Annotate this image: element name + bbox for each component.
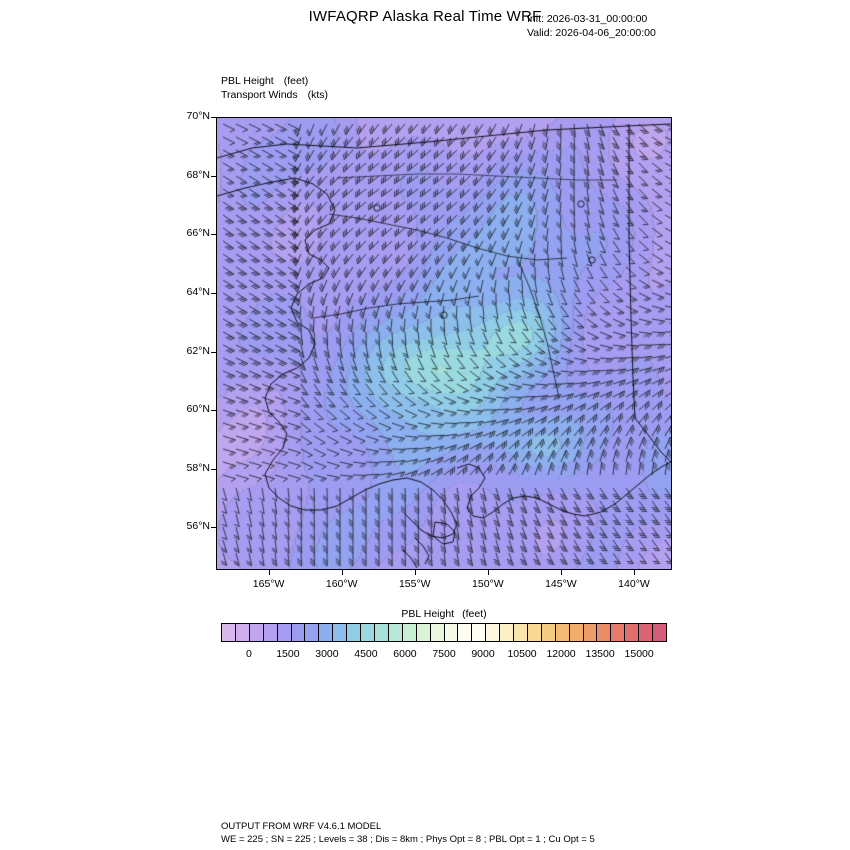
colorbar-swatch: [584, 624, 598, 641]
x-axis-tick-label: 150°W: [472, 578, 504, 590]
colorbar-swatch: [597, 624, 611, 641]
x-axis-tick-label: 160°W: [325, 578, 358, 590]
colorbar-swatch: [333, 624, 347, 641]
x-axis-tick-mark: [561, 570, 562, 575]
footer-line-1: OUTPUT FROM WRF V4.6.1 MODEL: [221, 821, 382, 832]
colorbar-swatch: [292, 624, 306, 641]
y-axis-tick-mark: [211, 117, 216, 118]
x-axis-tick-label: 165°W: [252, 578, 285, 590]
x-axis-tick-mark: [342, 570, 343, 575]
colorbar-swatch: [500, 624, 514, 641]
y-axis-tick-label: 66°N: [186, 227, 210, 240]
colorbar-swatch: [305, 624, 319, 641]
colorbar-tick-label: 10500: [507, 648, 537, 660]
y-axis-tick-mark: [211, 176, 216, 177]
colorbar-swatch: [611, 624, 625, 641]
colorbar-title: [216, 608, 672, 620]
valid-time-label: Valid: 2026-04-06_20:00:00: [527, 27, 656, 39]
colorbar-tick-labels: [221, 648, 667, 664]
colorbar-swatch: [556, 624, 570, 641]
colorbar-tick-label: 1500: [276, 648, 300, 660]
y-axis-tick-label: 68°N: [186, 168, 210, 181]
model-time-block: [527, 12, 656, 40]
footer-line-2: WE = 225 ; SN = 225 ; Levels = 38 ; Dis = 8km ; Phys Opt = 8 ; PBL Opt = 1 ; Cu Opt = 5: [221, 834, 595, 845]
colorbar-swatch: [542, 624, 556, 641]
colorbar-swatch: [528, 624, 542, 641]
pbl-height-map-canvas: [217, 118, 671, 569]
y-axis-tick-mark: [211, 469, 216, 470]
colorbar-title-unit: (feet): [462, 608, 487, 620]
colorbar-swatch: [264, 624, 278, 641]
colorbar-swatch: [389, 624, 403, 641]
footer-block: [221, 820, 595, 846]
colorbar-tick-label: 15000: [624, 648, 654, 660]
colorbar: [221, 623, 667, 642]
colorbar-swatch: [236, 624, 250, 641]
x-axis-tick-label: 145°W: [545, 578, 577, 590]
colorbar-swatch: [431, 624, 445, 641]
colorbar-swatch: [319, 624, 333, 641]
colorbar-swatch: [347, 624, 361, 641]
y-axis-tick-mark: [211, 410, 216, 411]
transport-winds-label-row: [221, 88, 328, 102]
colorbar-swatch: [570, 624, 584, 641]
y-axis-tick-mark: [211, 293, 216, 294]
x-axis-tick-label: 140°W: [618, 578, 650, 590]
colorbar-swatch: [445, 624, 459, 641]
y-axis-tick-mark: [211, 234, 216, 235]
x-axis-tick-mark: [415, 570, 416, 575]
colorbar-swatch: [653, 624, 666, 641]
x-axis-tick-mark: [488, 570, 489, 575]
colorbar-tick-label: 12000: [546, 648, 576, 660]
colorbar-swatch: [458, 624, 472, 641]
colorbar-swatch: [250, 624, 264, 641]
colorbar-tick-label: 0: [245, 648, 252, 660]
y-axis-tick-label: 60°N: [186, 403, 210, 416]
transport-winds-label: Transport Winds: [221, 89, 298, 101]
colorbar-tick-label: 7500: [432, 648, 456, 660]
field-label-block: [221, 74, 328, 102]
colorbar-tick-label: 9000: [471, 648, 495, 660]
colorbar-swatch: [417, 624, 431, 641]
colorbar-swatch: [514, 624, 528, 641]
y-axis-tick-label: 62°N: [186, 344, 210, 357]
pbl-height-unit: (feet): [283, 75, 309, 87]
page-title: IWFAQRP Alaska Real Time WRF: [308, 8, 542, 25]
x-axis-tick-mark: [634, 570, 635, 575]
map-plot-area: [216, 117, 672, 570]
colorbar-swatch: [375, 624, 389, 641]
colorbar-tick-label: 3000: [315, 648, 339, 660]
colorbar-swatch: [472, 624, 486, 641]
y-axis-tick-label: 70°N: [186, 110, 210, 122]
pbl-height-label: PBL Height: [221, 75, 274, 87]
y-axis-tick-label: 58°N: [186, 461, 210, 474]
y-axis-tick-mark: [211, 527, 216, 528]
x-axis-tick-mark: [269, 570, 270, 575]
init-time-label: Init: 2026-03-31_00:00:00: [527, 13, 648, 25]
colorbar-title-text: PBL Height: [401, 608, 455, 620]
colorbar-tick-label: 13500: [585, 648, 615, 660]
colorbar-swatch: [403, 624, 417, 641]
colorbar-swatch: [361, 624, 375, 641]
y-axis-tick-label: 64°N: [186, 285, 210, 298]
colorbar-tick-label: 4500: [354, 648, 378, 660]
colorbar-tick-label: 6000: [393, 648, 417, 660]
y-axis-tick-label: 56°N: [186, 520, 210, 533]
transport-winds-unit: (kts): [307, 89, 329, 101]
colorbar-swatch: [278, 624, 292, 641]
x-axis-tick-label: 155°W: [398, 578, 431, 590]
colorbar-swatch: [222, 624, 236, 641]
colorbar-swatch: [486, 624, 500, 641]
colorbar-swatch: [625, 624, 639, 641]
y-axis-tick-mark: [211, 352, 216, 353]
pbl-height-label-row: [221, 74, 328, 88]
colorbar-swatch: [639, 624, 653, 641]
